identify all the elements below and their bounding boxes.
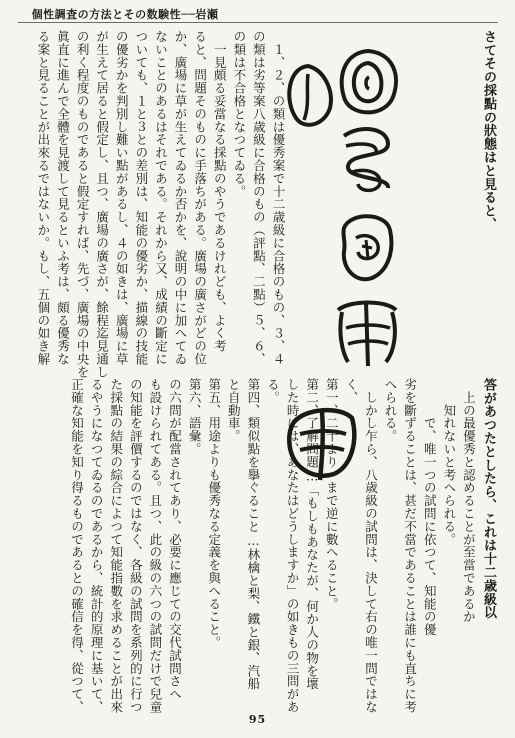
text-line: 眞直に進んで全體を見渡して見るといふ考は、頗る優秀な xyxy=(55,30,71,366)
text-line: 上の最優秀と認めることが至當であるか xyxy=(461,378,477,624)
drawing-4 xyxy=(328,292,406,372)
text-line: １、２、の類は優秀案で十二歳級に合格のもの、３、４ xyxy=(271,30,286,366)
text-line: ると、問題そのものに手落ちがある。廣場の廣さがどの位 xyxy=(192,30,208,366)
text-line: 第六、語彙。 xyxy=(187,378,203,456)
text-line: 第一、二十より一まで逆に數へること。 xyxy=(324,378,340,611)
text-line: る。 xyxy=(265,378,281,404)
text-line: ないことのあるはそれである。それから又、成績の斷定に xyxy=(153,30,169,366)
text-line: 正確な知能を知り得るものであるとの確信を得、從つて、 xyxy=(69,378,85,714)
text-line: 劣を斷ずることは、甚だ不當であることは誰にも直ちに考 xyxy=(402,378,418,714)
text-line: で、唯一つの試問に依つて、知能の優 xyxy=(422,378,438,636)
figure-drawings xyxy=(288,40,412,500)
text-line: へられる。 xyxy=(383,378,399,443)
text-line: 第四、類似點を擧ぐること…林檎と梨、鐵と銀、汽船 xyxy=(245,378,261,691)
drawing-2 xyxy=(330,122,402,202)
text-line: の優劣かを判別し難い點があるし、４の如きは、廣場に草 xyxy=(114,30,130,366)
drawing-3 xyxy=(332,208,402,288)
text-line: の類は不合格となつてゐる。 xyxy=(231,30,247,198)
text-line: の知能を評價するのではなく、各級の試問を系列的に行つ xyxy=(128,378,144,714)
drawing-5 xyxy=(280,60,338,135)
text-line: さてその採點の狀態はと見ると、 xyxy=(481,30,496,231)
page-header: 個性調査の方法とその数験性──岩瀬 xyxy=(31,8,219,21)
text-line: る案と見ることが出來るではないか。もし、五個の如き解 xyxy=(35,30,51,366)
text-line: 第二、了解問題…「もしもあなたが、何か人の物を壞 xyxy=(304,378,320,691)
text-line: しかし乍ら、八歳級の試問は、決して右の唯一問ではな xyxy=(363,378,379,714)
text-line: 一見頗る妥當なる採點のやうであるけれども、よく考 xyxy=(212,30,228,353)
text-line: が生えて居ると假定し、且つ、廣場の廣さが、餘程迄見通し xyxy=(94,30,110,379)
header-rule xyxy=(18,22,498,23)
text-line: く、 xyxy=(343,378,359,404)
text-line: た採點の結果の綜合によつて知能指數を求めることが出來 xyxy=(108,378,124,714)
text-line: の六問が配當されてあり、必要に應じての交代試問さへ xyxy=(167,378,183,701)
text-line: 知れないと考へられる。 xyxy=(441,378,457,546)
drawing-6 xyxy=(282,400,362,486)
text-line: の類は劣等案八歳級に合格のもの（評點、二點）５、６、 xyxy=(251,30,267,366)
page-number: 95 xyxy=(248,713,267,726)
text-line: 答があつたとしたら、これは十二歳級以 xyxy=(481,378,496,620)
text-line: の利く程度のものであると假定すれば、先づ、廣場の中央を xyxy=(75,30,91,379)
text-line: した時には、あなたはどうしますか」の如きもの三問があ xyxy=(285,378,301,714)
drawing-1 xyxy=(333,45,403,120)
text-column-right-top xyxy=(412,30,498,240)
text-line: ついても、１と３との差別は、知能の優劣か、描線の技能 xyxy=(133,30,149,366)
text-line: るやうになつてゐるのであるから、統計的原理に基いて、 xyxy=(89,378,105,714)
text-line: 第五、用途よりも優秀なる定義を與へること。 xyxy=(206,378,222,649)
text-line: も設けられてある。且つ、此の級の六つの試問だけで兒童 xyxy=(147,378,163,714)
text-line: と自動車。 xyxy=(226,378,242,443)
text-line: か、廣場に草が生えてゐるか否かを、說明の中に加へてゐ xyxy=(173,30,189,366)
